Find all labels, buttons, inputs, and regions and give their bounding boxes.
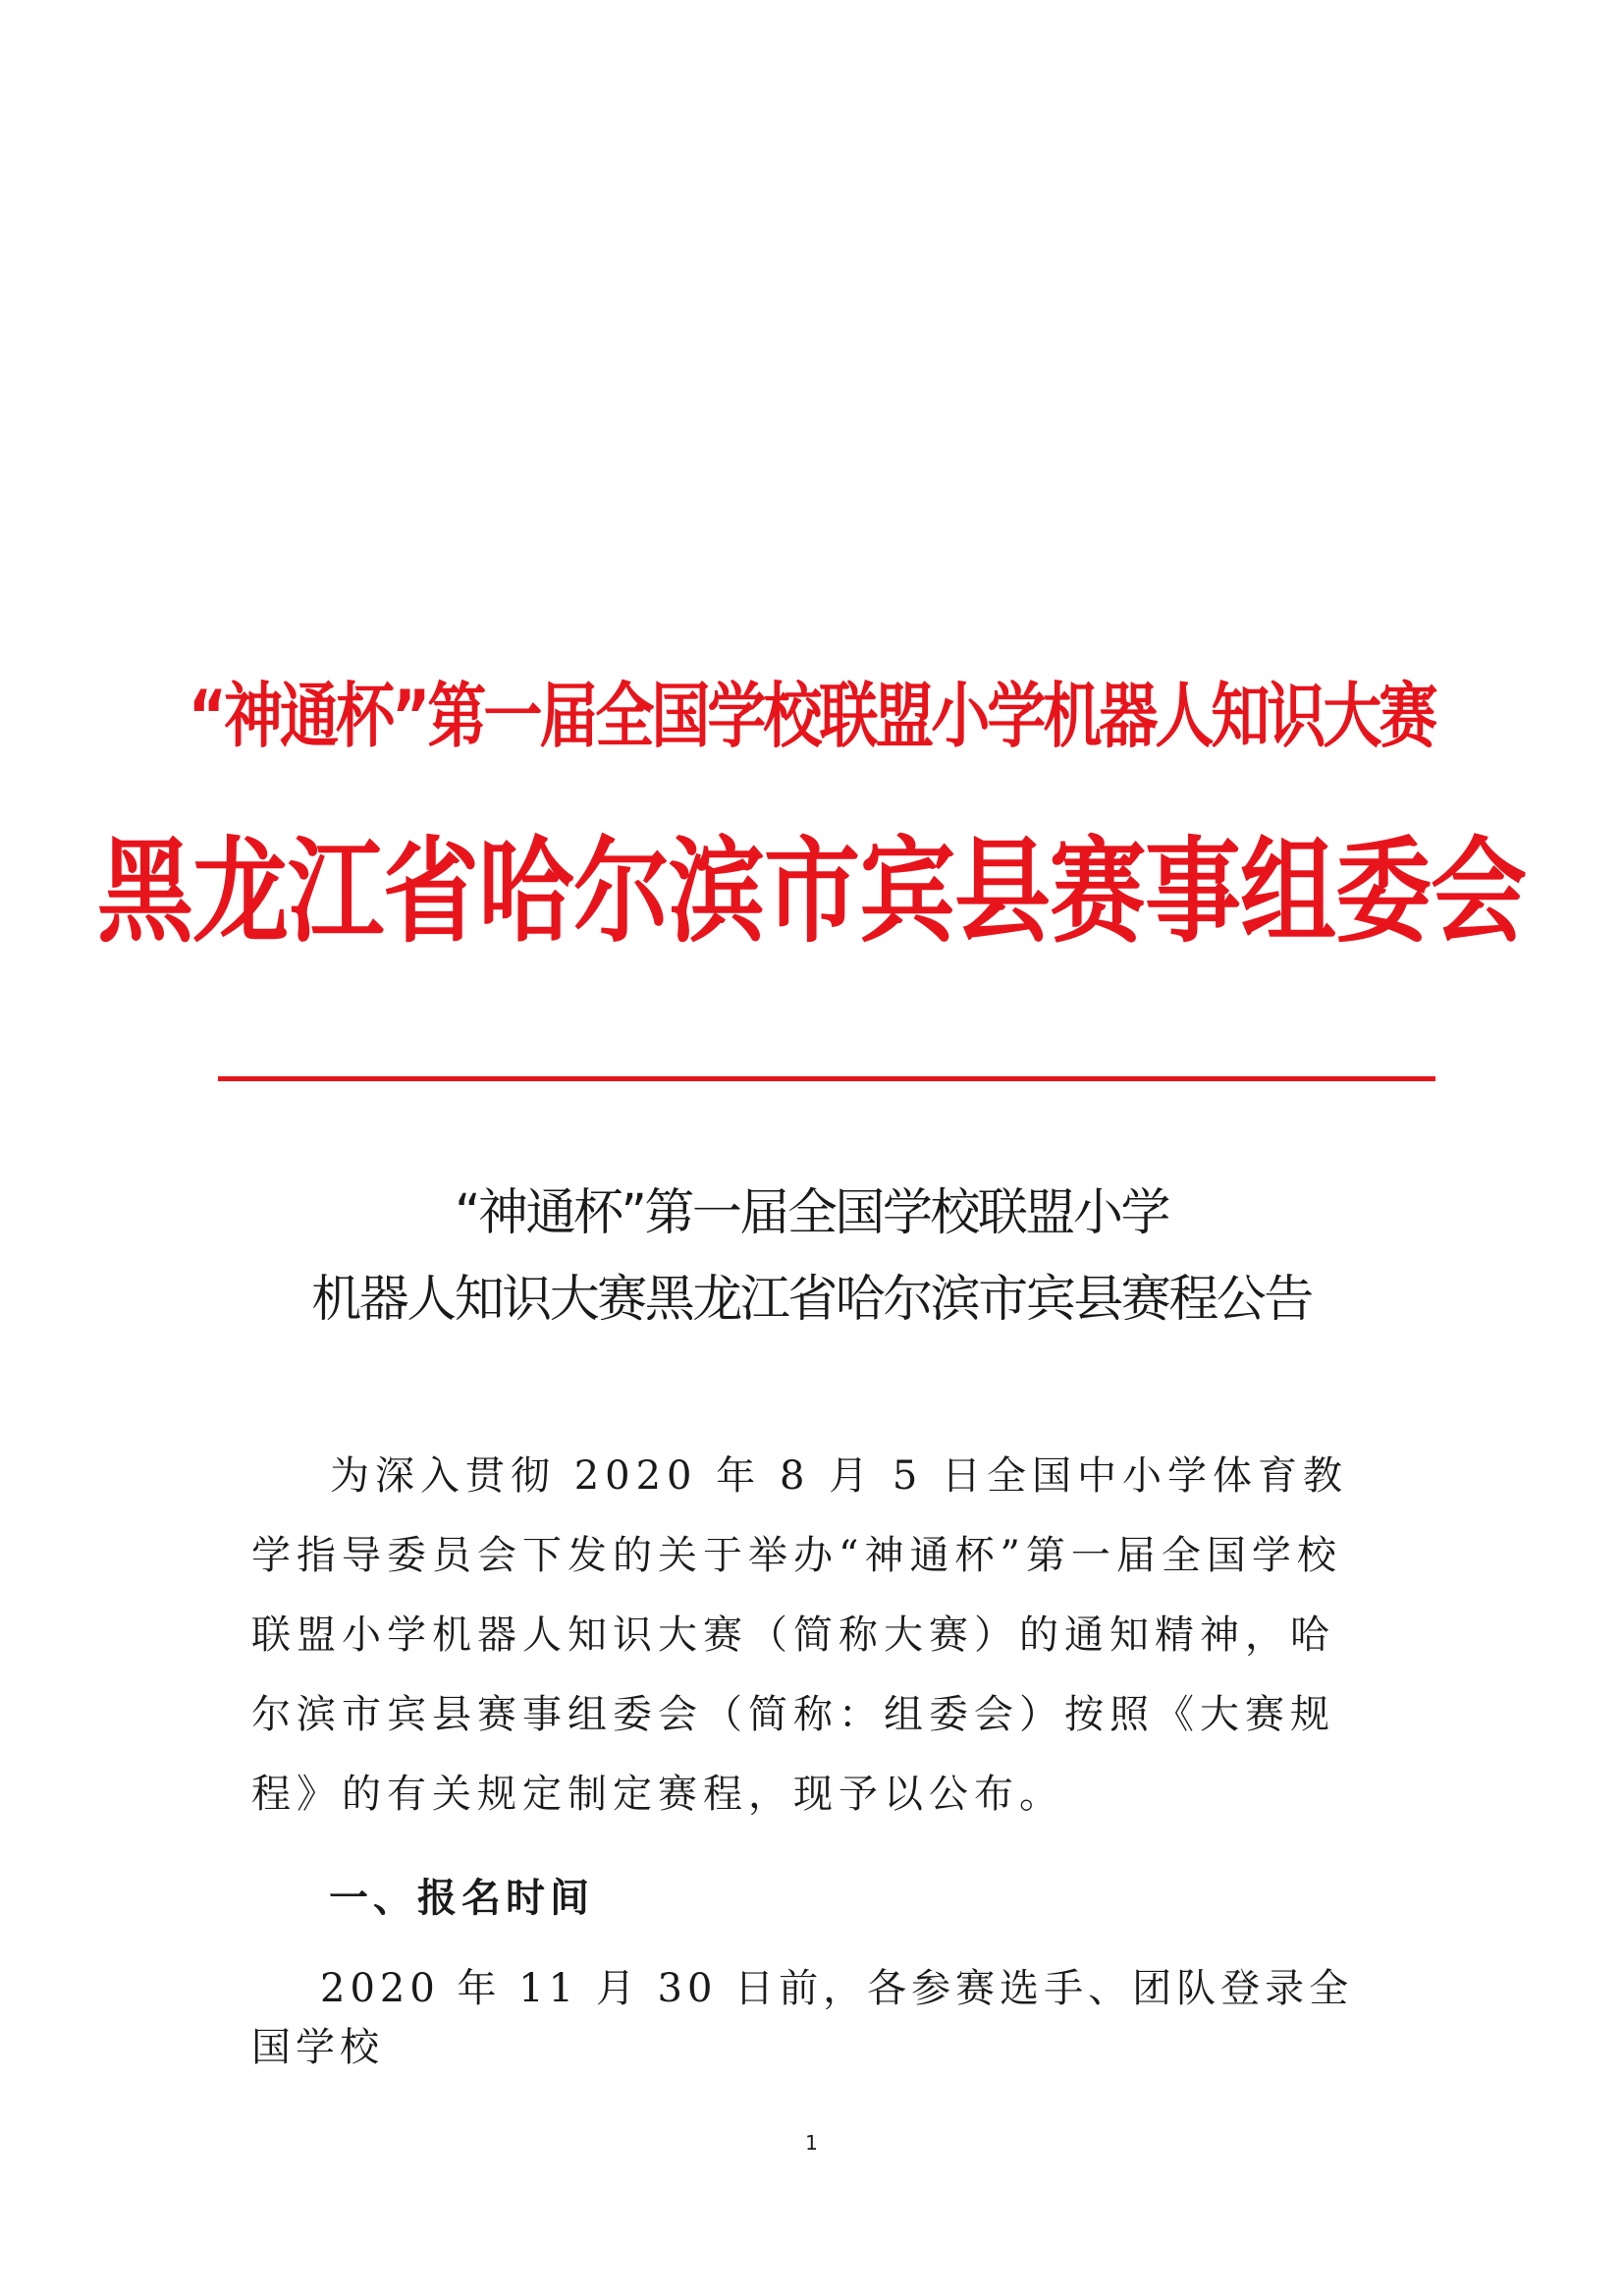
section-heading-registration-time: 一、报名时间 xyxy=(329,1876,594,1921)
document-title-line2: 机器人知识大赛黑龙江省哈尔滨市宾县赛程公告 xyxy=(311,1271,1312,1329)
page-number: 1 xyxy=(805,2131,818,2155)
letterhead-title-line1: “神通杯”第一届全国学校联盟小学机器人知识大赛 xyxy=(188,676,1435,758)
letterhead-title-line2: 黑龙江省哈尔滨市宾县赛事组委会 xyxy=(96,826,1526,959)
intro-paragraph: 为深入贯彻 2020 年 8 月 5 日全国中小学体育教学指导委员会下发的关于举办“神通杯”第一届全国学校联盟小学机器人知识大赛（简称大赛）的通知精神，哈尔滨市宾县赛事组委会（简称：组委会）按照《大赛规程》的有关规定制定赛程，现予以公布。 xyxy=(251,1453,1348,1817)
letterhead-divider xyxy=(218,1076,1435,1081)
document-title-line1: “神通杯”第一届全国学校联盟小学 xyxy=(455,1184,1168,1242)
section-paragraph-registration-time: 2020 年 11 月 30 日前，各参赛选手、团队登录全国学校 xyxy=(251,1966,1354,2070)
